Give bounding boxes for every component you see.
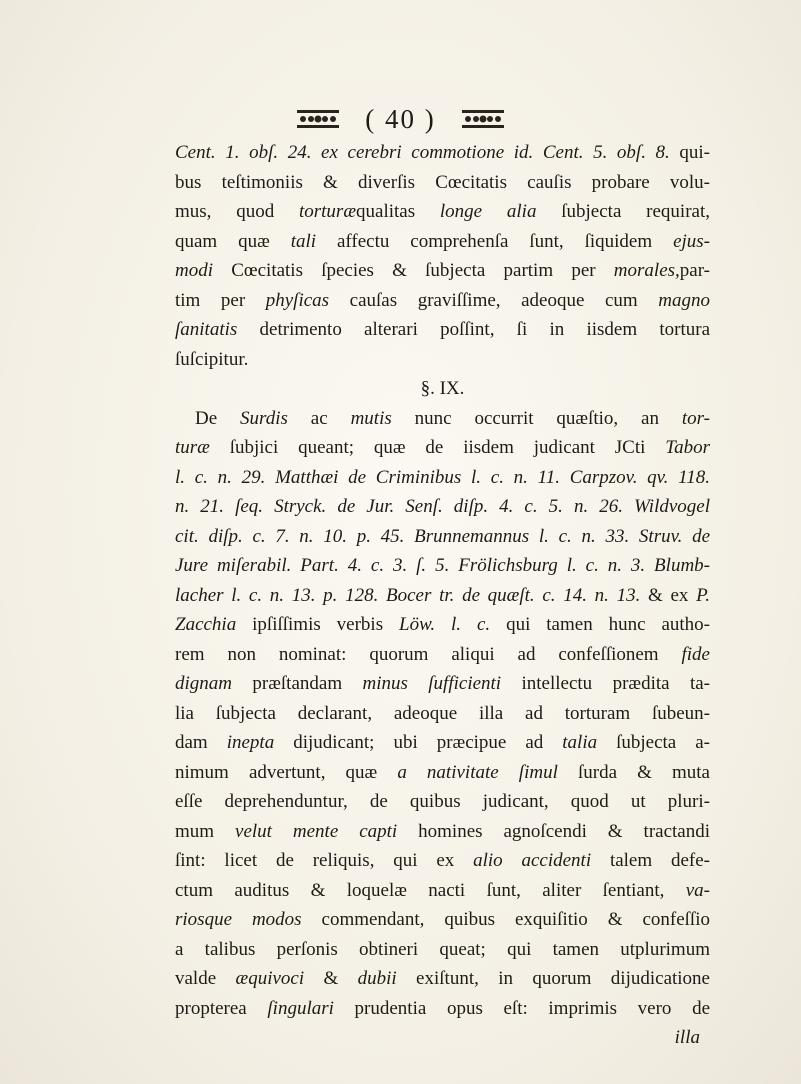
italic-segment: magno	[658, 289, 710, 311]
text-line	[175, 168, 710, 198]
italic-segment: talia	[562, 732, 598, 753]
text-segment: ſint: licet de reliquis, qui ex	[175, 850, 474, 871]
text-segment: lia ſubjecta declarant, adeoque illa ad torturam ſubeun-	[175, 702, 710, 724]
text-line	[175, 817, 710, 847]
italic-segment: inepta	[226, 732, 275, 753]
text-segment: tim per	[175, 289, 266, 311]
text-segment: mum	[175, 820, 236, 842]
italic-segment: Jure miſerabil. Part. 4. c. 3. ſ. 5. Frölichsburg l. c. n. 3. Blumb-	[175, 555, 710, 576]
text-segment: nimum advertunt, quæ	[175, 761, 398, 783]
text-segment: & ex	[640, 584, 697, 606]
text-segment: valde	[175, 968, 236, 989]
italic-segment: mutis	[350, 407, 392, 429]
text-line	[175, 345, 710, 375]
italic-segment: ſanitatis	[175, 319, 238, 340]
italic-segment: l. c. n. 29. Matthæi de Criminibus l. c. n. 11. Carpzov. qv. 118.	[175, 466, 710, 488]
text-line	[175, 433, 710, 463]
italic-segment: dubii	[357, 968, 397, 989]
text-segment: ſubjecta requirat,	[536, 201, 710, 222]
text-segment: rem non nominat: quorum aliqui ad confeſſionem	[175, 643, 682, 665]
text-line	[175, 964, 710, 994]
page-number: ( 40 )	[365, 103, 436, 134]
text-line	[175, 374, 710, 404]
text-segment: a talibus perſonis obtineri queat; qui tamen utplurimum	[175, 938, 710, 960]
text-line	[175, 640, 710, 670]
text-segment: homines agnoſcendi & tractandi	[397, 820, 710, 842]
text-line	[175, 522, 710, 552]
text-line	[175, 1023, 710, 1053]
text-segment: propterea	[175, 997, 268, 1019]
text-segment: ctum auditus & loquelæ nacti ſunt, aliter ſentiant,	[175, 879, 686, 901]
text-segment: ſubjecta a-	[597, 732, 710, 753]
text-segment: nunc occurrit quæſtio, an	[391, 407, 682, 429]
italic-segment: morales,	[613, 260, 680, 281]
text-segment: quam quæ	[175, 230, 291, 252]
italic-segment: longe alia	[439, 201, 537, 222]
text-segment: cauſas graviſſime, adeoque cum	[329, 289, 659, 311]
text-line	[175, 197, 710, 227]
body-text	[175, 138, 710, 1053]
text-segment: bus teſtimoniis & diverſis Cœcitatis cauſis probare volu-	[175, 171, 710, 193]
text-segment: ac	[287, 407, 351, 429]
text-line	[175, 728, 710, 758]
text-segment: ipſiſſimis verbis	[236, 614, 400, 635]
italic-segment: Cent. 1. obſ. 24. ex cerebri commotione id. Cent. 5. obſ. 8.	[175, 142, 670, 163]
text-segment: dijudicant; ubi præcipue ad	[274, 732, 563, 753]
italic-segment: alio accidenti	[473, 850, 592, 871]
text-segment: dam	[175, 732, 227, 753]
text-line	[175, 551, 710, 581]
italic-segment: ſingulari	[267, 997, 334, 1019]
italic-segment: minus ſufficienti	[362, 673, 502, 694]
text-segment: ſubjici queant; quæ de iisdem judicant JCti	[209, 437, 666, 458]
text-segment: talem defe-	[591, 850, 710, 871]
text-line	[175, 699, 710, 729]
text-line	[175, 758, 710, 788]
italic-segment: velut mente capti	[235, 820, 398, 842]
text-line	[175, 404, 710, 434]
text-segment: qui-	[669, 142, 710, 163]
text-segment: eſſe deprehenduntur, de quibus judicant, quod ut pluri-	[175, 791, 710, 812]
ornament-left-icon	[295, 108, 341, 130]
text-line	[175, 787, 710, 817]
text-line	[175, 846, 710, 876]
text-segment: De	[195, 407, 241, 429]
italic-segment: lacher l. c. n. 13. p. 128. Bocer tr. de quæſt. c. 14. n. 13.	[175, 584, 641, 606]
text-segment: præſtandam	[232, 673, 363, 694]
italic-segment: ejus-	[673, 230, 710, 252]
text-segment: commendant, quibus exquiſitio & confeſſio	[301, 909, 710, 930]
italic-segment: Surdis	[240, 407, 288, 429]
italic-segment: Löw. l. c.	[399, 614, 491, 635]
italic-segment: riosque modos	[175, 909, 302, 930]
italic-segment: tor-	[681, 407, 710, 429]
text-segment: qui tamen hunc autho-	[490, 614, 710, 635]
text-line	[175, 492, 710, 522]
text-segment: par-	[679, 260, 710, 281]
text-line	[175, 669, 710, 699]
italic-segment: P.	[696, 584, 711, 606]
text-segment: affectu comprehenſa ſunt, ſiquidem	[316, 230, 674, 252]
italic-segment: n. 21. ſeq. Stryck. de Jur. Senſ. diſp. 4. c. 5. n. 26. Wildvogel	[175, 496, 710, 517]
text-segment: ſurda & muta	[557, 761, 710, 783]
italic-segment: cit. diſp. c. 7. n. 10. p. 45. Brunnemannus l. c. n. 33. Struv. de	[175, 525, 710, 547]
italic-segment: a nativitate ſimul	[397, 761, 558, 783]
text-segment: intellectu prædita ta-	[501, 673, 710, 694]
text-line	[175, 935, 710, 965]
text-line	[175, 581, 710, 611]
page-header	[0, 96, 801, 136]
italic-segment: æquivoci	[235, 968, 305, 989]
text-segment: qualitas	[356, 201, 440, 222]
text-segment: ſuſcipitur.	[175, 348, 249, 370]
italic-segment: phyſicas	[265, 289, 330, 311]
text-line	[175, 138, 710, 168]
italic-segment: torturæ	[298, 201, 357, 222]
text-line	[175, 610, 710, 640]
italic-segment: Zacchia	[175, 614, 237, 635]
italic-segment: illa	[674, 1027, 700, 1048]
text-segment: prudentia opus eſt: imprimis vero de	[333, 997, 710, 1019]
italic-segment: dignam	[175, 673, 232, 694]
italic-segment: fide	[681, 643, 710, 665]
italic-segment: va-	[685, 879, 710, 901]
text-line	[175, 256, 710, 286]
text-line	[175, 876, 710, 906]
text-segment: detrimento alterari poſſint, ſi in iisdem tortura	[237, 319, 710, 340]
text-segment: §. IX.	[420, 378, 465, 399]
italic-segment: turæ	[175, 437, 210, 458]
text-line	[175, 227, 710, 257]
text-line	[175, 994, 710, 1024]
ornament-right-icon	[460, 108, 506, 130]
text-line	[175, 286, 710, 316]
italic-segment: modi	[175, 260, 213, 281]
text-segment: exiſtunt, in quorum dijudicatione	[396, 968, 710, 989]
text-line	[175, 315, 710, 345]
text-segment: Cœcitatis ſpecies & ſubjecta partim per	[213, 260, 614, 281]
text-segment: &	[304, 968, 358, 989]
text-line	[175, 463, 710, 493]
text-line	[175, 905, 710, 935]
italic-segment: tali	[290, 230, 317, 252]
text-segment: mus, quod	[175, 201, 299, 222]
italic-segment: Tabor	[665, 437, 710, 458]
